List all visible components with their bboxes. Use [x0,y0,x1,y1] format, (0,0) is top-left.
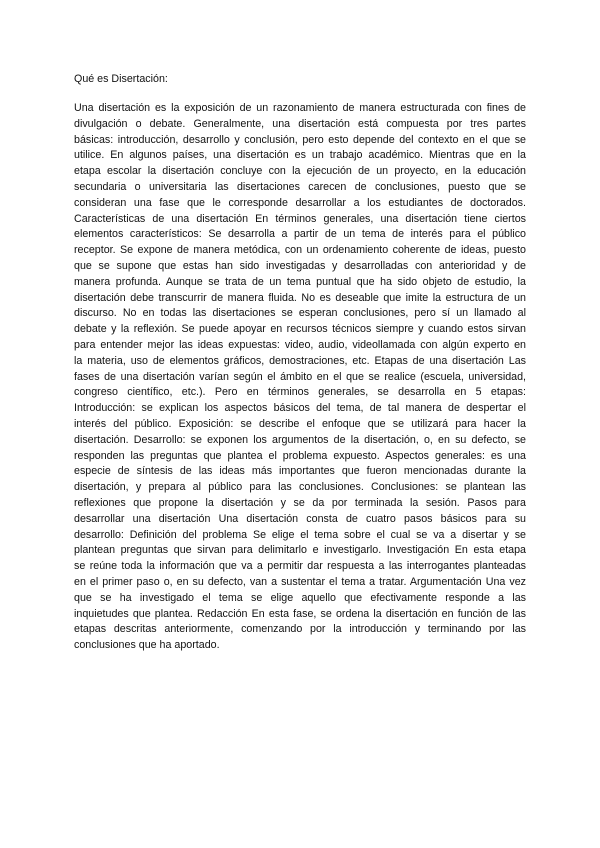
body-text-line: manera profunda. Aunque se trata de un tema puntual que ha sido objeto de estudio, la [74,275,526,288]
body-text-line: desarrollo: Definición del problema Se elige el tema sobre el cual se va a disertar y se [74,528,526,541]
body-text-line: conclusiones que ha aportado. [74,639,220,652]
body-text-line: receptor. Se expone de manera metódica, con un ordenamiento coherente de ideas, puesto [74,244,526,257]
body-text-line: que se ha investigado el tema se elige aquello que efectivamente responde a las [74,591,526,604]
body-text-line: Características de una disertación En términos generales, una disertación tiene ciertos [74,212,526,225]
body-text-line: secundaria o universitaria las disertaciones carecen de conclusiones, puesto que se [74,180,526,193]
body-text-line: disertación, y prepara al público para las conclusiones. Conclusiones: se plantean las [74,481,526,494]
body-text-line: en el primer paso o, en su defecto, van a sustentar el tema a tratar. Argumentación Una vez [74,575,526,588]
body-text-line: utilice. En algunos países, una disertación es un trabajo académico. Mientras que en la [74,149,526,162]
body-text-line: Introducción: se explican los aspectos básicos del tema, de tal manera de despertar el [74,402,526,415]
body-text-line: fases de una disertación varían según el ámbito en el que se realice (escuela, universidad, [74,370,526,383]
body-text-line: plantean preguntas que sirvan para delimitarlo e investigarlo. Investigación En esta etapa [74,544,526,557]
body-text-line: se reúne toda la información que va a permitir dar respuesta a las interrogantes planteadas [74,560,526,573]
body-text-line: disertación. Desarrollo: se exponen los argumentos de la disertación, o, en su defecto, se [74,433,526,446]
document-body [74,101,526,654]
body-text-line: especie de síntesis de las ideas más importantes que fueron mencionadas durante la [74,465,526,478]
document-title: Qué es Disertación: [74,73,168,85]
body-text-line: debate y la reflexión. Se puede apoyar en recursos técnicos siempre y cuando estos sirvan [74,323,526,336]
body-text-line: etapa escolar la disertación concluye con la ejecución de un proyecto, en la educación [74,165,526,178]
body-text-line: responden las preguntas que plantea el problema expuesto. Aspectos generales: es una [74,449,526,462]
body-text-line: disertación debe transcurrir de manera fluida. No es deseable que imite la estructura de un [74,291,526,304]
body-text-line: divulgación o debate. Generalmente, una disertación está compuesta por tres partes [74,117,526,130]
body-text-line: la materia, uso de elementos gráficos, demostraciones, etc. Etapas de una disertación Las [74,354,526,367]
body-text-line: elementos característicos: Se desarrolla a partir de un tema de interés para el público [74,228,526,241]
body-text-line: que se supone que estas han sido investigadas y desarrolladas con anterioridad y de [74,259,526,272]
body-text-line: consideran una fase que le corresponde desarrollar a los estudiantes de doctorados. [74,196,526,209]
body-text-line: congreso científico, etc.). Pero en términos generales, se desarrolla en 5 etapas: [74,386,526,399]
body-text-line: desarrollar una disertación Una disertación consta de cuatro pasos básicos para su [74,512,526,525]
body-text-line: Una disertación es la exposición de un razonamiento de manera estructurada con fines de [74,102,526,114]
body-text-line: etapas descritas anteriormente, comenzando por la introducción y terminando por las [74,623,526,636]
body-text-line: básicas: introducción, desarrollo y conclusión, pero esto depende del contexto en el que se [74,133,526,146]
body-text-line: reflexiones que propone la disertación y se da por terminada la sesión. Pasos para [74,496,526,509]
body-text-line: para entender mejor las ideas expuestas: video, audio, videollamada con algún experto en [74,338,526,351]
body-text-line: inquietudes que plantea. Redacción En esta fase, se ordena la disertación en función de las [74,607,526,620]
body-text-line: discurso. No en todas las disertaciones se esperan conclusiones, pero sí un llamado al [74,307,526,320]
body-text-line: interés del público. Exposición: se describe el enfoque que se utilizará para hacer la [74,417,526,430]
